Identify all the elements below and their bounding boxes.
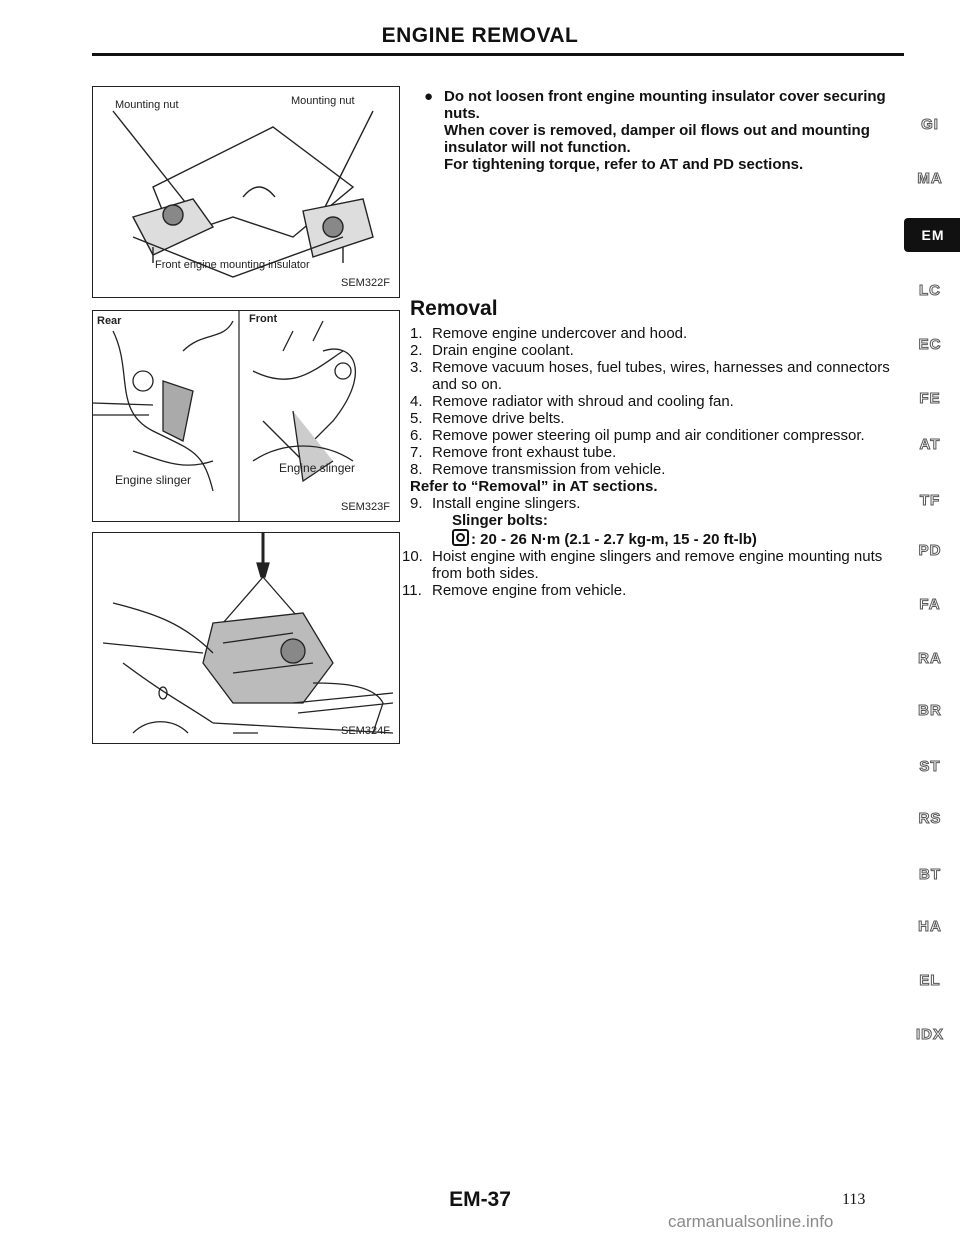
torque-wrench-icon <box>452 529 469 546</box>
tab-ha[interactable]: HA <box>918 918 942 935</box>
page-number: 113 <box>842 1191 866 1208</box>
tab-em[interactable]: EM <box>904 218 960 252</box>
figure-label: Front engine mounting insulator <box>155 259 310 271</box>
figure-label: Engine slinger <box>115 473 192 487</box>
figure-code: SEM324F <box>341 725 390 737</box>
step-item: 11. Remove engine from vehicle. <box>402 582 627 599</box>
tab-gi[interactable]: GI <box>921 116 939 133</box>
reference-note: Refer to “Removal” in AT sections. <box>410 478 658 495</box>
figure-label: Front <box>249 313 278 325</box>
title-rule <box>92 53 904 56</box>
tab-el[interactable]: EL <box>919 972 941 989</box>
figure-code: SEM322F <box>341 277 390 289</box>
figure-label: Rear <box>97 315 122 327</box>
tab-fe[interactable]: FE <box>919 390 941 407</box>
bullet-icon: ● <box>424 88 434 105</box>
tab-lc[interactable]: LC <box>919 282 941 299</box>
tab-bt[interactable]: BT <box>919 866 941 883</box>
tab-fa[interactable]: FA <box>919 596 941 613</box>
section-page-code: EM-37 <box>449 1188 511 1211</box>
tab-br[interactable]: BR <box>918 702 942 719</box>
caution-note <box>410 88 900 173</box>
figure-hoist-engine <box>92 532 400 744</box>
step-item: 9. Install engine slingers. <box>410 495 581 512</box>
engine-slingers-drawing <box>93 311 399 521</box>
figure-mounting-insulator <box>92 86 400 298</box>
step-item: 10. Hoist engine with engine slingers and remove engine mounting nuts from both sides. <box>402 548 883 582</box>
tab-ra[interactable]: RA <box>918 650 942 667</box>
step-item: 4. Remove radiator with shroud and cooling fan. <box>410 393 734 410</box>
tab-st[interactable]: ST <box>919 758 941 775</box>
removal-heading: Removal <box>410 297 498 320</box>
step-item: 8. Remove transmission from vehicle. <box>410 461 666 478</box>
step-item: 7. Remove front exhaust tube. <box>410 444 617 461</box>
note-line: For tightening torque, refer to AT and PD sections. <box>444 156 804 173</box>
note-line: When cover is removed, damper oil flows out and mounting insulator will not function. <box>444 122 870 156</box>
watermark: carmanualsonline.info <box>668 1212 834 1231</box>
step-item: 6. Remove power steering oil pump and air conditioner compressor. <box>410 427 865 444</box>
figure-label: Mounting nut <box>291 95 355 107</box>
tab-rs[interactable]: RS <box>918 810 942 827</box>
figure-engine-slingers <box>92 310 400 522</box>
step-item: 2. Drain engine coolant. <box>410 342 574 359</box>
tab-at[interactable]: AT <box>919 436 941 453</box>
spec-value: : 20 - 26 N·m (2.1 - 2.7 kg-m, 15 - 20 ft-lb) <box>452 529 900 548</box>
figure-code: SEM323F <box>341 501 390 513</box>
page-title: ENGINE REMOVAL <box>381 24 579 47</box>
tab-ec[interactable]: EC <box>918 336 942 353</box>
hoist-engine-drawing <box>93 533 399 743</box>
tab-idx[interactable]: IDX <box>915 1026 944 1043</box>
step-item: 5. Remove drive belts. <box>410 410 565 427</box>
tab-ma[interactable]: MA <box>917 170 943 187</box>
note-line: Do not loosen front engine mounting insulator cover securing nuts. <box>444 88 886 122</box>
tab-tf[interactable]: TF <box>919 492 941 509</box>
figure-label: Mounting nut <box>115 99 179 111</box>
tab-pd[interactable]: PD <box>918 542 942 559</box>
spec-label: Slinger bolts: <box>452 512 548 529</box>
removal-section <box>402 297 900 599</box>
step-item: 1. Remove engine undercover and hood. <box>410 325 688 342</box>
figure-label: Engine slinger <box>279 461 356 475</box>
step-item: 3. Remove vacuum hoses, fuel tubes, wires, harnesses and connectors and so on. <box>410 359 890 393</box>
